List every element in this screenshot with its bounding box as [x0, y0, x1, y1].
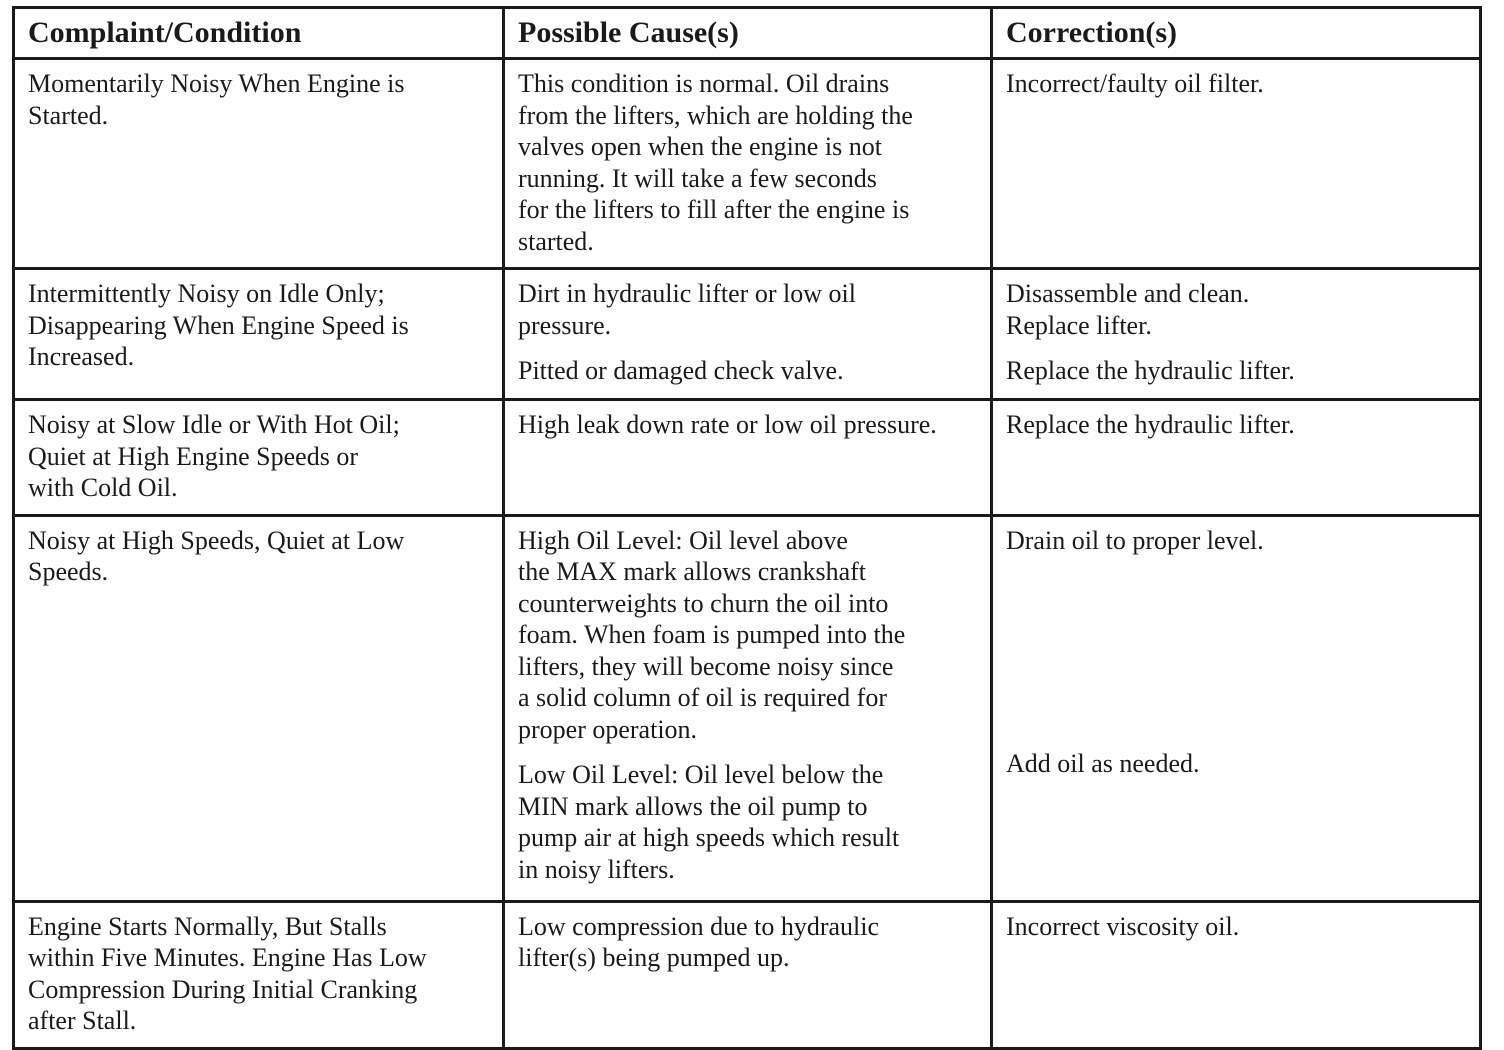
cause-line: Dirt in hydraulic lifter or low oil: [518, 279, 856, 308]
condition-cell: [14, 901, 504, 1048]
cause-entry: [505, 60, 990, 267]
troubleshooting-table-container: [12, 6, 1479, 1050]
cause-entry: [505, 270, 990, 341]
condition-line: after Stall.: [28, 1006, 137, 1035]
cause-line: High leak down rate or low oil pressure.: [518, 410, 937, 439]
correction-cell: [992, 400, 1481, 516]
condition-cell: [14, 400, 504, 516]
header-corrections: Correction(s): [992, 8, 1481, 59]
header-row: [14, 8, 1481, 59]
cause-cell: [504, 269, 992, 400]
condition-cell: [14, 269, 504, 400]
header-possible-causes: Possible Cause(s): [504, 8, 992, 59]
correction-entry: [993, 270, 1479, 341]
condition-cell: [14, 515, 504, 901]
condition-line: Started.: [28, 100, 109, 130]
correction-line: Replace the hydraulic lifter.: [1006, 356, 1295, 385]
cause-line: High Oil Level: Oil level above: [518, 525, 848, 555]
correction-cell: [992, 901, 1481, 1048]
correction-line: Drain oil to proper level.: [1006, 525, 1264, 555]
cause-line: counterweights to churn the oil into: [518, 588, 889, 618]
cause-line: started.: [518, 226, 594, 256]
correction-line: Replace lifter.: [1006, 310, 1152, 340]
cause-entry: [505, 401, 990, 451]
condition-line: Engine Starts Normally, But Stalls: [28, 911, 387, 941]
correction-line: Replace the hydraulic lifter.: [1006, 410, 1295, 439]
cause-line: pump air at high speeds which result: [518, 823, 900, 852]
cause-line: a solid column of oil is required for: [518, 683, 887, 712]
table-row: [14, 400, 1481, 516]
correction-entry: [993, 556, 1479, 790]
correction-entry: [993, 517, 1479, 557]
condition-line: Disappearing When Engine Speed is: [28, 310, 409, 340]
cause-line: proper operation.: [518, 714, 698, 744]
cause-cell: [504, 901, 992, 1048]
cause-cell: [504, 59, 992, 269]
condition-line: Compression During Initial Cranking: [28, 974, 418, 1004]
correction-line: Disassemble and clean.: [1006, 279, 1250, 308]
correction-entry: [993, 401, 1479, 451]
lifter-troubleshooting-table: [12, 6, 1482, 1050]
condition-cell: [14, 59, 504, 269]
correction-cell: [992, 515, 1481, 901]
condition-line: Momentarily Noisy When Engine is: [28, 69, 405, 98]
cause-entry: [505, 903, 990, 984]
cause-line: lifter(s) being pumped up.: [518, 943, 790, 972]
cause-line: Low compression due to hydraulic: [518, 911, 880, 941]
condition-line: Noisy at High Speeds, Quiet at Low: [28, 525, 405, 555]
cause-line: for the lifters to fill after the engine is: [518, 195, 910, 224]
correction-line: Incorrect viscosity oil.: [1006, 911, 1240, 941]
cause-line: pressure.: [518, 310, 612, 340]
cause-line: the MAX mark allows crankshaft: [518, 557, 867, 586]
correction-entry: [993, 341, 1479, 397]
condition-line: within Five Minutes. Engine Has Low: [28, 943, 427, 972]
correction-line: Incorrect/faulty oil filter.: [1006, 69, 1264, 98]
cause-line: in noisy lifters.: [518, 854, 675, 884]
table-row: [14, 269, 1481, 400]
cause-entry: [505, 341, 990, 397]
condition-line: Increased.: [28, 342, 135, 371]
cause-line: valves open when the engine is not: [518, 132, 882, 161]
cause-cell: [504, 515, 992, 901]
table-row: [14, 901, 1481, 1048]
cause-cell: [504, 400, 992, 516]
cause-line: from the lifters, which are holding the: [518, 100, 913, 130]
cause-line: Pitted or damaged check valve.: [518, 356, 844, 385]
correction-entry: [993, 903, 1479, 953]
condition-line: Quiet at High Engine Speeds or: [28, 441, 358, 471]
cause-line: running. It will take a few seconds: [518, 163, 877, 193]
cause-line: lifters, they will become noisy since: [518, 651, 894, 681]
cause-line: foam. When foam is pumped into the: [518, 620, 906, 649]
condition-line: Intermittently Noisy on Idle Only;: [28, 279, 385, 308]
cause-entry: [505, 517, 990, 746]
correction-cell: [992, 269, 1481, 400]
cause-line: Low Oil Level: Oil level below the: [518, 760, 884, 789]
cause-entry: [505, 745, 990, 895]
cause-line: This condition is normal. Oil drains: [518, 69, 890, 98]
correction-line: Add oil as needed.: [1006, 749, 1200, 778]
correction-entry: [993, 60, 1479, 110]
header-complaint-condition: Complaint/Condition: [14, 8, 504, 59]
condition-line: Noisy at Slow Idle or With Hot Oil;: [28, 410, 400, 439]
table-row: [14, 515, 1481, 901]
cause-line: MIN mark allows the oil pump to: [518, 791, 868, 821]
correction-cell: [992, 59, 1481, 269]
condition-line: Speeds.: [28, 557, 109, 586]
table-row: [14, 59, 1481, 269]
condition-line: with Cold Oil.: [28, 473, 178, 502]
